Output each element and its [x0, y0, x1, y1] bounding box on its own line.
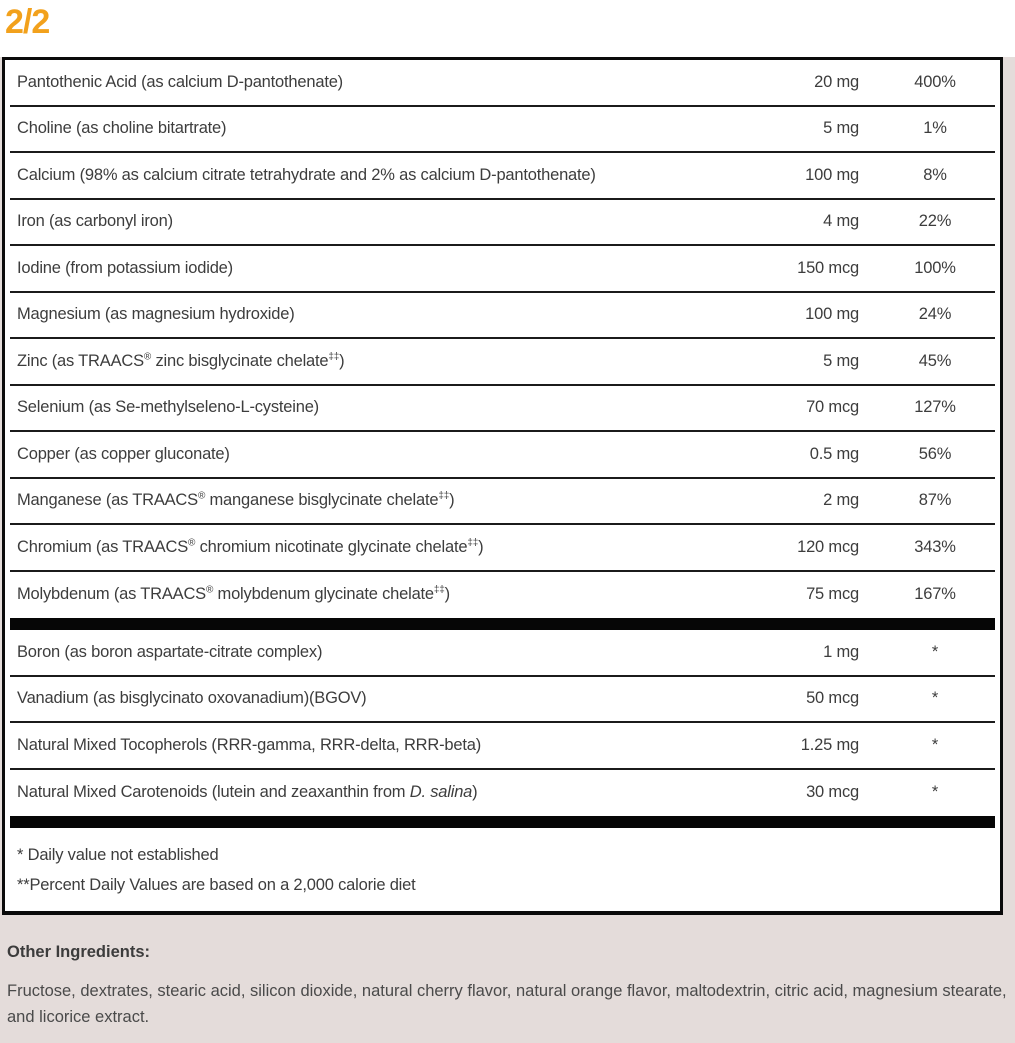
ingredient-name: Selenium (as Se-methylseleno-L-cysteine) — [17, 398, 319, 417]
ingredient-daily-value: 87% — [918, 491, 952, 510]
footnotes — [10, 828, 995, 900]
ingredient-amount: 20 mg — [814, 72, 859, 91]
ingredient-daily-value: * — [931, 642, 939, 661]
table-row — [10, 432, 995, 479]
ingredient-name: Pantothenic Acid (as calcium D-pantothenate) — [17, 72, 343, 91]
ingredient-amount: 100 mg — [805, 305, 859, 324]
ingredient-name: Zinc (as TRAACS® zinc bisglycinate chelate‡‡) — [17, 351, 345, 370]
ingredient-name: Magnesium (as magnesium hydroxide) — [17, 305, 295, 324]
table-row — [10, 339, 995, 386]
ingredient-amount: 1 mg — [823, 642, 859, 661]
other-ingredients-text: Fructose, dextrates, stearic acid, silicon dioxide, natural cherry flavor, natural orange flavor, maltodextrin, citric acid, magnesium stearate, and licorice extract. — [7, 982, 1007, 1026]
ingredient-daily-value: 400% — [914, 72, 956, 91]
ingredient-name: Natural Mixed Carotenoids (lutein and zeaxanthin from D. salina) — [17, 783, 478, 802]
ingredient-amount: 30 mcg — [806, 783, 859, 802]
table-row — [10, 246, 995, 293]
ingredient-name: Boron (as boron aspartate-citrate complex) — [17, 642, 323, 661]
ingredient-daily-value: * — [931, 735, 939, 754]
ingredient-daily-value: 100% — [914, 258, 956, 277]
ingredient-daily-value: 22% — [918, 212, 952, 231]
ingredient-name: Copper (as copper gluconate) — [17, 444, 230, 463]
ingredient-name: Natural Mixed Tocopherols (RRR-gamma, RRR-delta, RRR-beta) — [17, 735, 481, 754]
ingredient-name: Iron (as carbonyl iron) — [17, 212, 173, 231]
ingredient-daily-value: * — [931, 689, 939, 708]
ingredient-daily-value: 1% — [923, 119, 947, 138]
ingredient-amount: 2 mg — [823, 491, 859, 510]
ingredient-name: Choline (as choline bitartrate) — [17, 119, 227, 138]
footnote-line: * Daily value not established — [17, 846, 219, 864]
page-indicator: 2/2 — [5, 3, 50, 41]
table-row — [10, 200, 995, 247]
ingredient-daily-value: 8% — [923, 165, 947, 184]
table-row — [10, 153, 995, 200]
ingredient-amount: 70 mcg — [806, 398, 859, 417]
ingredient-amount: 1.25 mg — [800, 735, 859, 754]
facts-rows — [10, 60, 995, 828]
ingredient-daily-value: 56% — [918, 444, 952, 463]
ingredient-name: Vanadium (as bisglycinato oxovanadium)(BGOV) — [17, 689, 367, 708]
table-row — [10, 479, 995, 526]
ingredient-amount: 0.5 mg — [809, 444, 859, 463]
other-ingredients-heading: Other Ingredients: — [7, 943, 151, 961]
section-divider-bar — [10, 816, 995, 828]
ingredient-amount: 50 mcg — [806, 689, 859, 708]
table-row — [10, 770, 995, 817]
supplement-facts-table — [2, 57, 1003, 915]
ingredient-name: Calcium (98% as calcium citrate tetrahydrate and 2% as calcium D-pantothenate) — [17, 165, 596, 184]
ingredient-daily-value: 127% — [914, 398, 956, 417]
ingredient-name: Manganese (as TRAACS® manganese bisglycinate chelate‡‡) — [17, 490, 455, 510]
ingredient-daily-value: 24% — [918, 305, 952, 324]
ingredient-daily-value: 167% — [914, 585, 956, 604]
table-row — [10, 572, 995, 619]
ingredient-daily-value: 343% — [914, 537, 956, 556]
ingredient-name: Iodine (from potassium iodide) — [17, 258, 233, 277]
table-row — [10, 677, 995, 724]
ingredient-name: Molybdenum (as TRAACS® molybdenum glycinate chelate‡‡) — [17, 584, 450, 604]
footnote-line: **Percent Daily Values are based on a 2,000 calorie diet — [17, 875, 416, 894]
table-row — [10, 60, 995, 107]
ingredient-amount: 150 mcg — [797, 258, 859, 277]
table-row — [10, 723, 995, 770]
ingredient-daily-value: * — [931, 783, 939, 802]
ingredient-amount: 5 mg — [823, 119, 859, 138]
ingredient-name: Chromium (as TRAACS® chromium nicotinate glycinate chelate‡‡) — [17, 537, 484, 556]
ingredient-amount: 120 mcg — [797, 537, 859, 556]
table-row — [10, 107, 995, 154]
ingredient-amount: 4 mg — [823, 212, 859, 231]
top-band — [0, 0, 1015, 57]
table-row — [10, 525, 995, 572]
ingredient-daily-value: 45% — [918, 351, 952, 370]
table-row — [10, 630, 995, 677]
table-row — [10, 386, 995, 433]
ingredient-amount: 75 mcg — [806, 585, 859, 604]
ingredient-amount: 100 mg — [805, 165, 859, 184]
table-row — [10, 293, 995, 340]
ingredient-amount: 5 mg — [823, 351, 859, 370]
section-divider-bar — [10, 618, 995, 630]
